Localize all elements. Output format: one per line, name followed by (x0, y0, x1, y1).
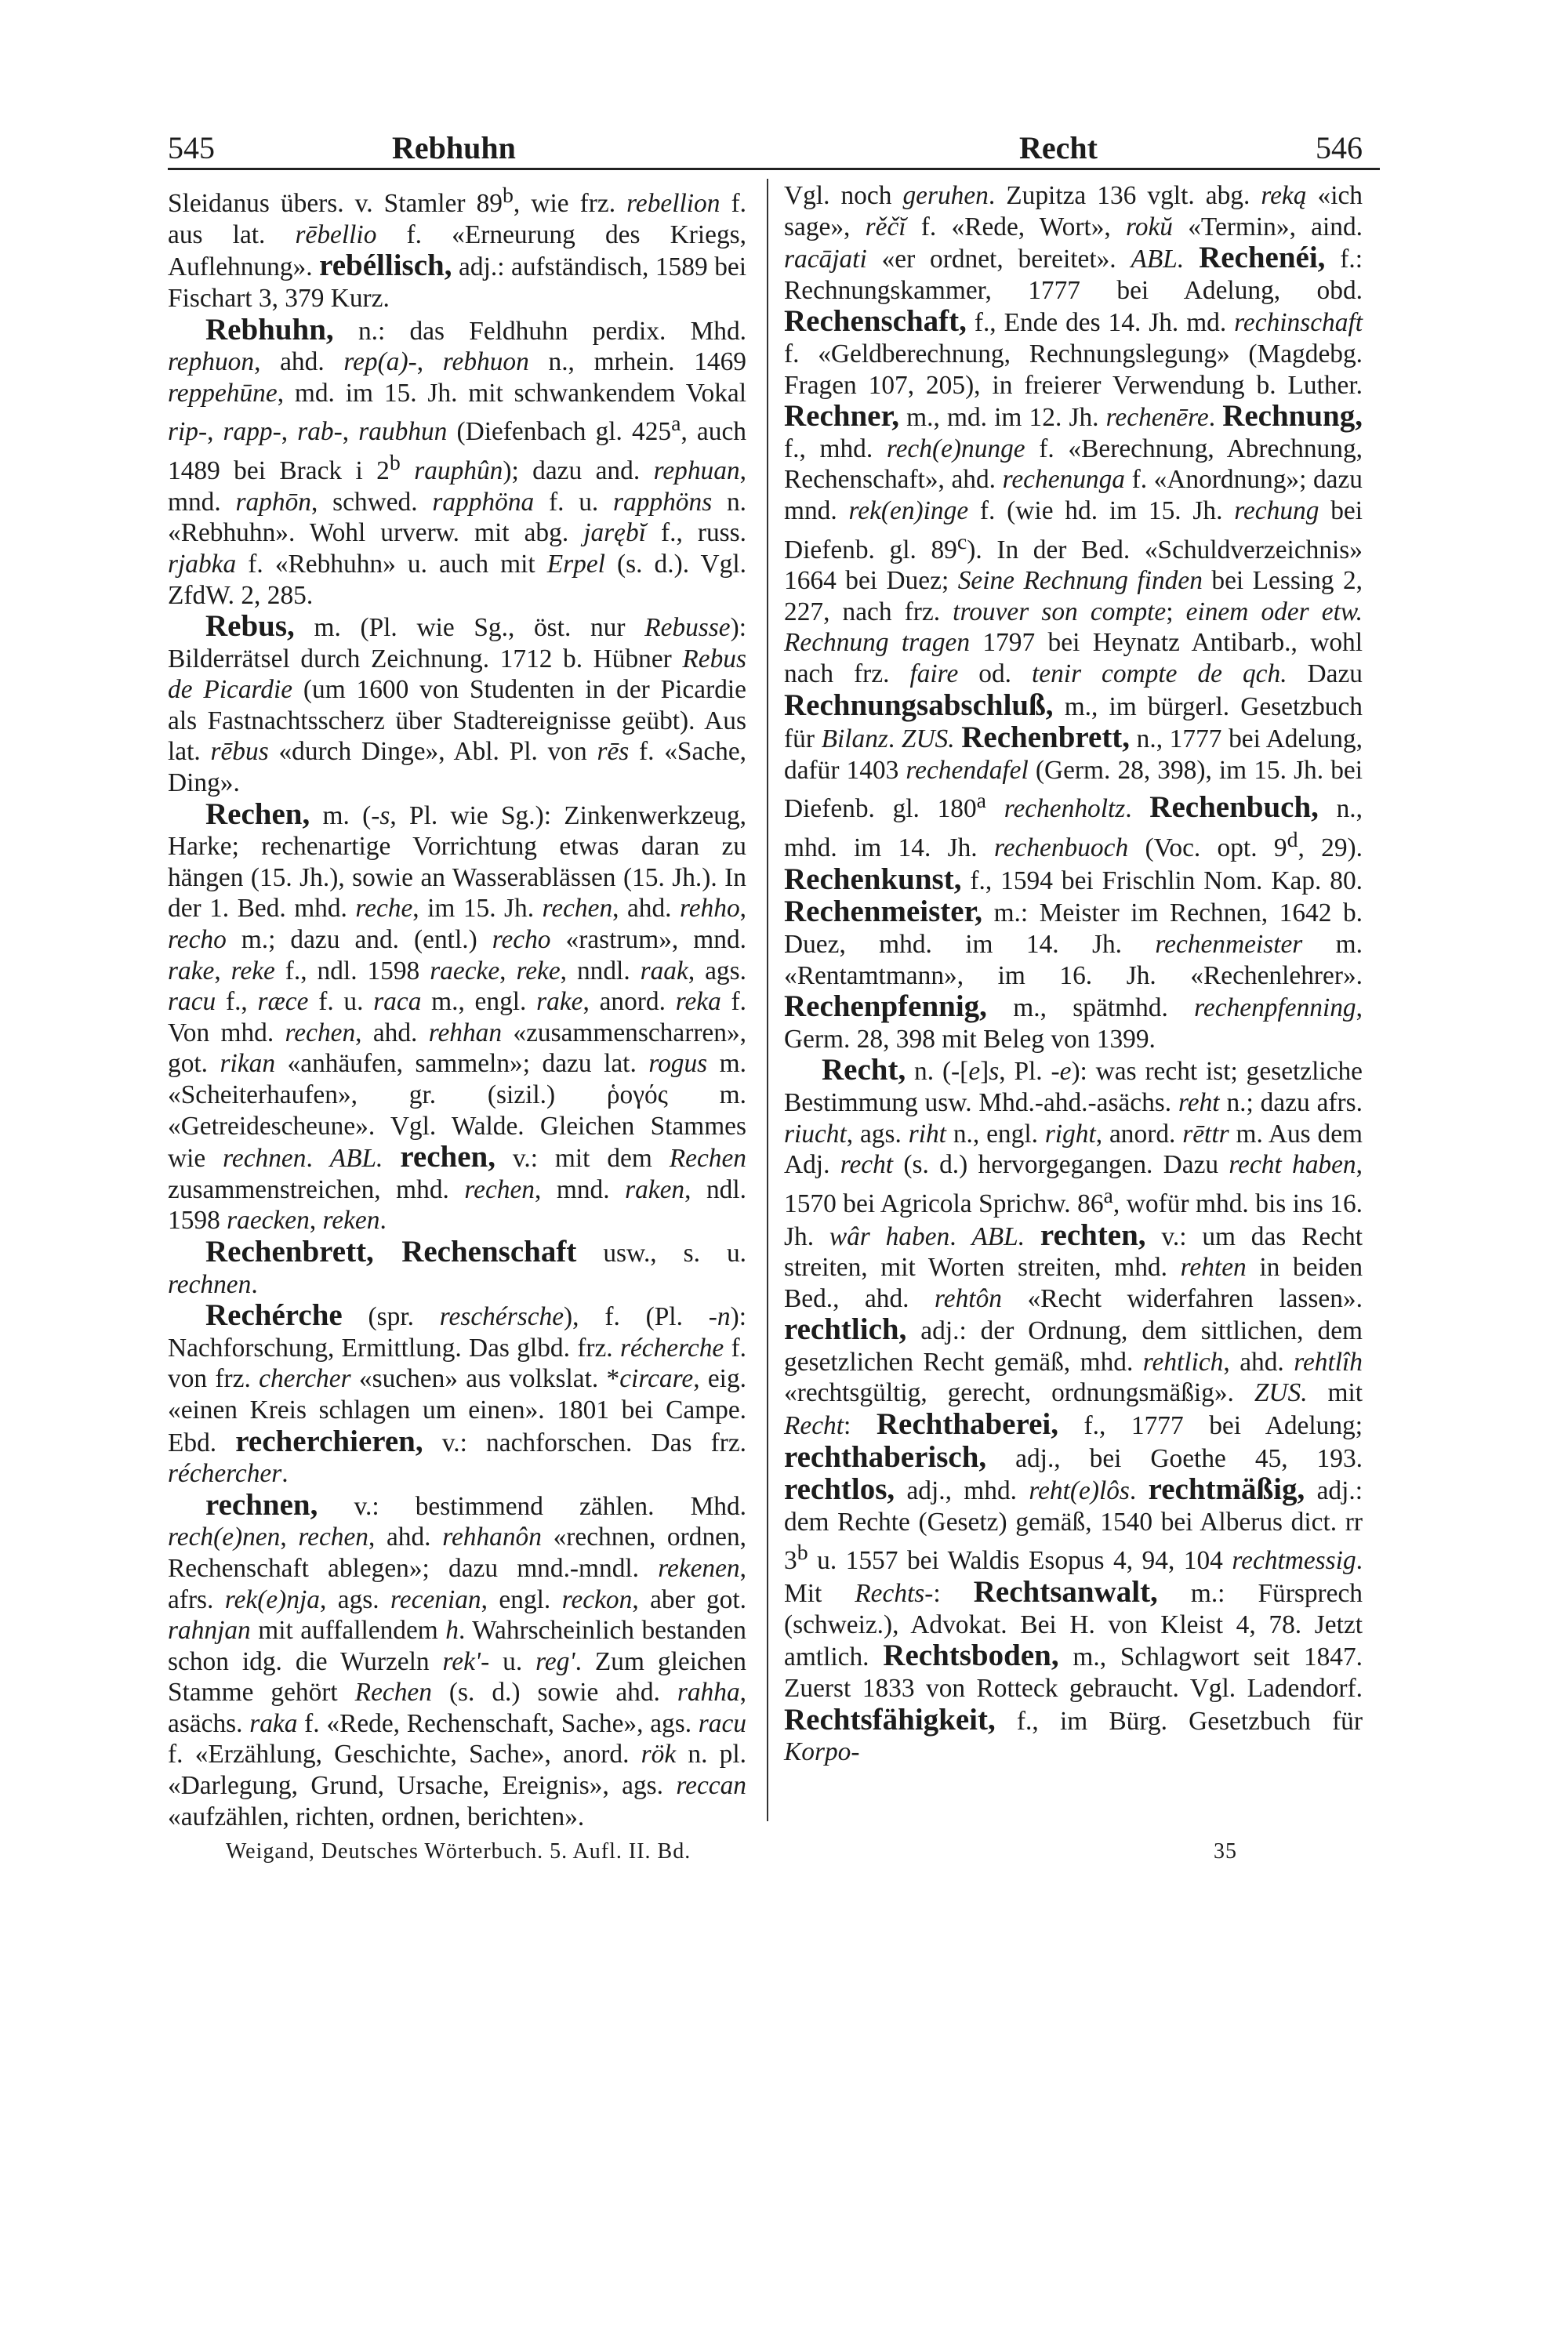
dictionary-entry: Rechenbrett, Rechenschaft usw., s. u. rechnen. (168, 1234, 746, 1299)
page-number-right: 546 (1316, 130, 1363, 165)
dictionary-entry: Rebus, m. (Pl. wie Sg., öst. nur Rebusse): Bilderrätsel durch Zeichnung. 1712 b. Hübner Rebus de Picardie (um 1600 von Studenten in der Picardie als Fastnachtsscherz über Stadtereignisse geübt). Aus lat. rēbus «durch Dinge», Abl. Pl. von rēs f. «Sache, Ding». (168, 609, 747, 798)
left-column (168, 180, 746, 1832)
dictionary-entry: Sleidanus übers. v. Stamler 89$^b$, wie frz. rebellion f. aus lat. rēbellio f. «Erneurung des Kriegs, Auflehnung». rebéllisch, adj.: aufständisch, 1589 bei Fischart 3, 379 Kurz. (168, 183, 746, 313)
dictionary-entry: Rechen, m. (-s, Pl. wie Sg.): Zinkenwerkzeug, Harke; rechenartige Vorrichtung etwas daran zu hängen (15. Jh.), sowie an Wasserablässen (15. Jh.). In der 1. Bed. mhd. reche, im 15. Jh. rechen, ahd. rehho, recho m.; dazu and. (entl.) recho «rastrum», mnd. rake, reke f., ndl. 1598 raecke, reke, nndl. raak, ags. racu f., ræce f. u. raca m., engl. rake, anord. reka f. Von mhd. rechen, ahd. rehhan «zusammenscharren», got. rikan «anhäufen, sammeln»; dazu lat. rogus m. «Scheiterhaufen», gr. (sizil.) ῥογός m. «Getreidescheune». Vgl. Walde. Gleichen Stammes wie rechnen. ABL. rechen, v.: mit dem Rechen zusammenstreichen, mhd. rechen, mnd. raken, ndl. 1598 raecken, reken. (168, 797, 747, 1236)
header-rule (168, 168, 1380, 170)
dictionary-entry: Rechérche (spr. reschérsche), f. (Pl. -n): Nachforschung, Ermittlung. Das glbd. frz. récherche f. von frz. chercher «suchen» aus volkslat. *circare, eig. «einen Kreis schlagen um einen». 1801 bei Campe. Ebd. recherchieren, v.: nachforschen. Das frz. réchercher. (168, 1298, 747, 1489)
footer-signature: 35 (1214, 1839, 1237, 1864)
dictionary-entry: rechnen, v.: bestimmend zählen. Mhd. rech(e)nen, rechen, ahd. rehhanôn «rechnen, ordnen, Rechenschaft ablegen»; dazu mnd.-mndl. rekenen, afrs. rek(e)nja, ags. recenian, engl. reckon, aber got. rahnjan mit auffallendem h. Wahrscheinlich bestanden schon idg. die Wurzeln rek'- u. reg'. Zum gleichen Stamme gehört Rechen (s. d.) sowie ahd. rahha, asächs. raka f. «Rede, Rechenschaft, Sache», ags. racu f. «Erzählung, Geschichte, Sache», anord. rök n. pl. «Darlegung, Grund, Ursache, Ereignis», ags. reccan «aufzählen, richten, ordnen, berichten». (168, 1487, 747, 1831)
footer-source: Weigand, Deutsches Wörterbuch. 5. Aufl. II. Bd. (226, 1839, 691, 1864)
running-head-right: Recht (1019, 130, 1098, 165)
page-number-left: 545 (168, 130, 215, 165)
dictionary-entry: Recht, n. (-[e]s, Pl. -e): was recht ist; gesetzliche Bestimmung usw. Mhd.-ahd.-asächs. reht n.; dazu afrs. riucht, ags. riht n., engl. right, anord. rēttr m. Aus dem Adj. recht (s. d.) hervorgegangen. Dazu recht haben, 1570 bei Agricola Sprichw. 86$^a$, wofür mhd. bis ins 16. Jh. wâr haben. ABL. rechten, v.: um das Recht streiten, mit Worten streiten, mhd. rehten in beiden Bed., ahd. rehtôn «Recht widerfahren lassen». rechtlich, adj.: der Ordnung, dem sittlichen, dem gesetzlichen Recht gemäß, mhd. rehtlich, ahd. rehtlîh «rechtsgültig, gerecht, ordnungsmäßig». ZUS. mit Recht: Rechthaberei, f., 1777 bei Adelung; rechthaberisch, adj., bei Goethe 45, 193. rechtlos, adj., mhd. reht(e)lôs. rechtmäßig, adj.: dem Rechte (Gesetz) gemäß, 1540 bei Alberus dict. rr 3$^b$ u. 1557 bei Waldis Esopus 4, 94, 104 rechtmessig. Mit Rechts-: Rechtsanwalt, m.: Fürsprech (schweiz.), Advokat. Bei H. von Kleist 4, 78. Jetzt amtlich. Rechtsboden, m., Schlagwort seit 1847. Zuerst 1833 von Rotteck gebraucht. Vgl. Ladendorf. Rechtsfähigkeit, f., im Bürg. Gesetzbuch für Korpo- (784, 1053, 1363, 1767)
running-head-left: Rebhuhn (392, 130, 516, 165)
dictionary-entry: Rebhuhn, n.: das Feldhuhn perdix. Mhd. rephuon, ahd. rep(a)-, rebhuon n., mrhein. 1469 reppehūne, md. im 15. Jh. mit schwankendem Vokal rip-, rapp-, rab-, raubhun (Diefenbach gl. 425$^a$, auch 1489 bei Brack i 2$^b$ rauphûn); dazu and. rephuan, mnd. raphōn, schwed. rapphöna f. u. rapphöns n. «Rebhuhn». Wohl urverw. mit abg. jarębĭ f., russ. rjabka f. «Rebhuhn» u. auch mit Erpel (s. d.). Vgl. ZfdW. 2, 285. (168, 312, 747, 610)
column-divider (767, 179, 768, 1821)
dictionary-entry: Vgl. noch geruhen. Zupitza 136 vglt. abg. reką «ich sage», rěčĭ f. «Rede, Wort», rokŭ «Termin», aind. racājati «er ordnet, bereitet». ABL. Rechenéi, f.: Rechnungskammer, 1777 bei Adelung, obd. Rechenschaft, f., Ende des 14. Jh. md. rechinschaft f. «Geldberechnung, Rechnungslegung» (Magdebg. Fragen 107, 205), in freierer Verwendung b. Luther. Rechner, m., md. im 12. Jh. rechenēre. Rechnung, f., mhd. rech(e)nunge f. «Berechnung, Abrechnung, Rechenschaft», ahd. rechenunga f. «Anordnung»; dazu mnd. rek(en)inge f. (wie hd. im 15. Jh. rechung bei Diefenb. gl. 89$^c$). In der Bed. «Schuldverzeichnis» 1664 bei Duez; Seine Rechnung finden bei Lessing 2, 227, nach frz. trouver son compte; einem oder etw. Rechnung tragen 1797 bei Heynatz Antibarb., wohl nach frz. faire od. tenir compte de qch. Dazu Rechnungsabschluß, m., im bürgerl. Gesetzbuch für Bilanz. ZUS. Rechenbrett, n., 1777 bei Adelung, dafür 1403 rechendafel (Germ. 28, 398), im 15. Jh. bei Diefenb. gl. 180$^a$ rechenholtz. Rechenbuch, n., mhd. im 14. Jh. rechenbuoch (Voc. opt. 9$^d$, 29). Rechenkunst, f., 1594 bei Frischlin Nom. Kap. 80. Rechenmeister, m.: Meister im Rechnen, 1642 b. Duez, mhd. im 14. Jh. rechenmeister m. «Rentamtmann», im 16. Jh. «Rechenlehrer». Rechenpfennig, m., spätmhd. rechenpfenning, Germ. 28, 398 mit Beleg von 1399. (784, 181, 1363, 1054)
right-column (784, 180, 1363, 1768)
